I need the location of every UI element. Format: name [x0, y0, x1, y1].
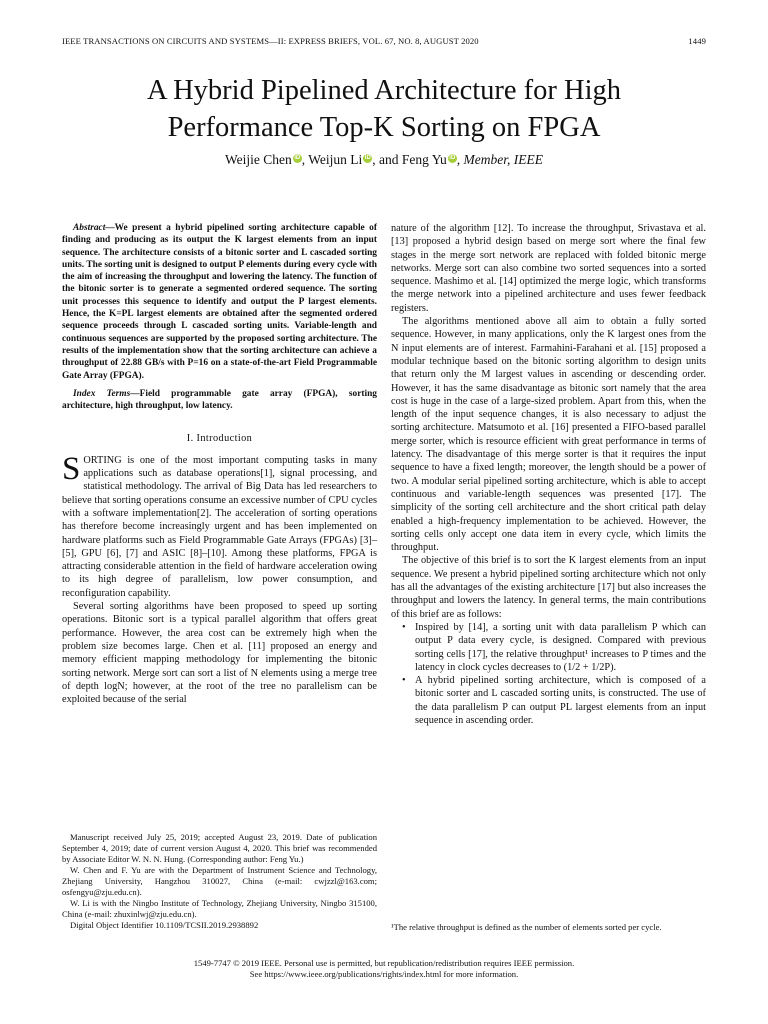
index-terms-lead: Index Terms: [73, 388, 131, 399]
list-item: • A hybrid pipelined sorting architecture, which is composed of a bitonic sorter and L cascaded sorting units, is constructed. The use of the data parallelism P can output PL largest elements from an input sequence in ascending order.: [415, 674, 706, 727]
right-footnote: ¹The relative throughput is defined as the number of elements sorted per cycle.: [391, 922, 662, 932]
footnote: W. Chen and F. Yu are with the Department of Instrument Science and Technology, Zhejiang University, Hangzhou 310027, China (e-mail: cwjzzl@163.com; osfengyu@zju.edu.cn).: [62, 865, 377, 897]
paragraph: nature of the algorithm [12]. To increase the throughput, Srivastava et al. [13] proposed a hybrid design based on merge sort where the final few stages in the merge sort network are replaced with folded bitonic merge networks. Merge sort can also combine two sorted sequences into a sorted sequence. Mashimo et al. [14] optimized the merge logic, which transforms the merge network into a pipelined architecture and uses fewer feedback registers.: [391, 223, 706, 314]
running-header: [62, 36, 706, 48]
title-line-2: Performance Top-K Sorting on FPGA: [167, 112, 601, 143]
orcid-icon[interactable]: iD: [449, 155, 456, 161]
right-column: [391, 222, 706, 727]
paragraph: [62, 450, 377, 600]
orcid-icon[interactable]: iD: [364, 155, 371, 161]
drop-cap: S: [62, 450, 81, 487]
paragraph: Several sorting algorithms have been proposed to speed up sorting operations. Bitonic sort is a typical parallel algorithm that offers great performance. However, the area cost can be extremely high when the problem size becomes large. Chen et al. [11] proposed an energy and memory efficient mapping methodology for implementing the bitonic sorting network. Merge sort can sort a list of N elements using a merge tree of depth logN; however, at the root of the tree no parallelism can be exploited because of the serial: [62, 601, 377, 706]
title-line-1: A Hybrid Pipelined Architecture for High: [146, 75, 622, 106]
author-name: , Weijun Li: [301, 152, 363, 167]
paragraph: The objective of this brief is to sort the K largest elements from an input sequence. We present a hybrid pipelined sorting architecture which not only has all the advantages of the existing architecture [17] but also increases the throughput and lowers the latency. In general terms, the main contributions of this brief are as follows:: [391, 555, 706, 620]
index-terms: [62, 388, 377, 413]
left-footnotes: [62, 832, 377, 931]
journal-name: IEEE TRANSACTIONS ON CIRCUITS AND SYSTEMS—II: EXPRESS BRIEFS, VOL. 67, NO. 8, AUGUST 2020: [62, 36, 479, 46]
section-heading: I. Introduction: [186, 433, 253, 445]
member-designation: , Member, IEEE: [456, 152, 544, 167]
paragraph-text: ORTING is one of the most important computing tasks in many applications such as database operations[1], signal processing, and statistical methodology. The arrival of Big Data has led researchers to believe that sorting operations consume an excessive number of CPU cycles with a software implementation[2]. The acceleration of sorting operations has therefore become increasingly urgent and has been implemented on hardware platforms such as Field Programmable Gate Arrays (FPGAs) [3]–[5], GPU [6], [7] and ASIC [8]–[10]. Among these platforms, FPGA is attracting considerable attention in the field of hardware acceleration owing to its high degree of parallelism, low power consumption, and reconfiguration capability.: [62, 454, 377, 599]
page-number: 1449: [688, 36, 706, 46]
footnote: W. Li is with the Ningbo Institute of Technology, Zhejiang University, Ningbo 315100, China (e-mail: zhuxinlwj@zju.edu.cn).: [62, 898, 377, 919]
rights-link[interactable]: See https://www.ieee.org/publications/rights/index.html for more information.: [249, 969, 519, 979]
author-name: Weijie Chen: [224, 152, 292, 167]
footnote: Manuscript received July 25, 2019; accepted August 23, 2019. Date of publication September 4, 2019; date of current version August 4, 2020. This brief was recommended by Associate Editor W. N. N. Hung. (Corresponding author: Feng Yu.): [62, 832, 377, 864]
copyright-notice: [40, 958, 728, 980]
abstract-lead: Abstract: [73, 223, 106, 233]
abstract-text: —We present a hybrid pipelined sorting architecture capable of finding and producing as its output the K largest elements from an input sequence. The architecture consists of a bitonic sorter and L cascaded sorting units. The sorting unit is designed to output P elements during every cycle with the aim of increasing the throughput and lowering the latency. The function of the bitonic sorter is to generate a segmented ordered sequence. The sorting unit processes this sequence to identify and output the P largest elements. Hence, the K=PL largest elements are obtained after the segmented ordered sequence proceeds through L cascaded sorting units. Variable-length and continuous sequences are supported by the proposed sorting architecture. The results of the implementation show that the sorting architecture can achieve a throughput of 22.88 GB/s with P=16 on a state-of-the-art Field Programmable Gate Array (FPGA).: [62, 223, 377, 381]
index-terms-text: —Field programmable gate array (FPGA), sorting architecture, high throughput, low latency.: [62, 388, 377, 412]
copyright-line: 1549-7747 © 2019 IEEE. Personal use is permitted, but republication/redistribution requires IEEE permission.: [193, 958, 575, 968]
left-column: [62, 222, 377, 706]
abstract: [62, 222, 377, 382]
author-name: , and Feng Yu: [372, 152, 447, 167]
doi-line: Digital Object Identifier 10.1109/TCSII.2019.2938892: [70, 920, 259, 930]
paragraph: The algorithms mentioned above all aim to obtain a fully sorted sequence. However, in many applications, only the K largest ones from the N input elements are of interest. Farmahini-Farahani et al. [15] proposed a modular technique based on the bitonic sorting algorithm to design units that return only the M largest values in ascending or descending order. However, it has the same disadvantage as bitonic sort namely that the area cost is huge in the case of a large-sized problem. Apart from this, when the length of the input sequence changes, it is also necessary to adjust the sorting architecture. Matsumoto et al. [16] presented a FIFO-based parallel merge sorter, which is resource efficient with great performance in terms of latency. The disadvantage of this merge sorter is that it requires the input sequence to have a fixed length; moreover, the length should be a power of two. A modular serial pipelined sorting architecture, which is able to accept continuous and variable-length sequences was presented [17]. The simplicity of the sorting cell architecture and the short critical path delay enabled a high-frequency implementation to be achieved. However, the sorting cells only accept one data item in every cycle, which limits the throughput.: [391, 316, 706, 554]
contribution-list: [391, 621, 706, 727]
paper-title: [40, 72, 728, 146]
author-list: [40, 152, 728, 168]
list-item: • Inspired by [14], a sorting unit with data parallelism P which can output P data every cycle, is designed. Compared with previous sorting cells [17], the relative throughput¹ increases to P times and the latency in clock cycles decreases to (1/2 + 1/2P).: [415, 621, 706, 674]
orcid-icon[interactable]: iD: [294, 155, 301, 161]
